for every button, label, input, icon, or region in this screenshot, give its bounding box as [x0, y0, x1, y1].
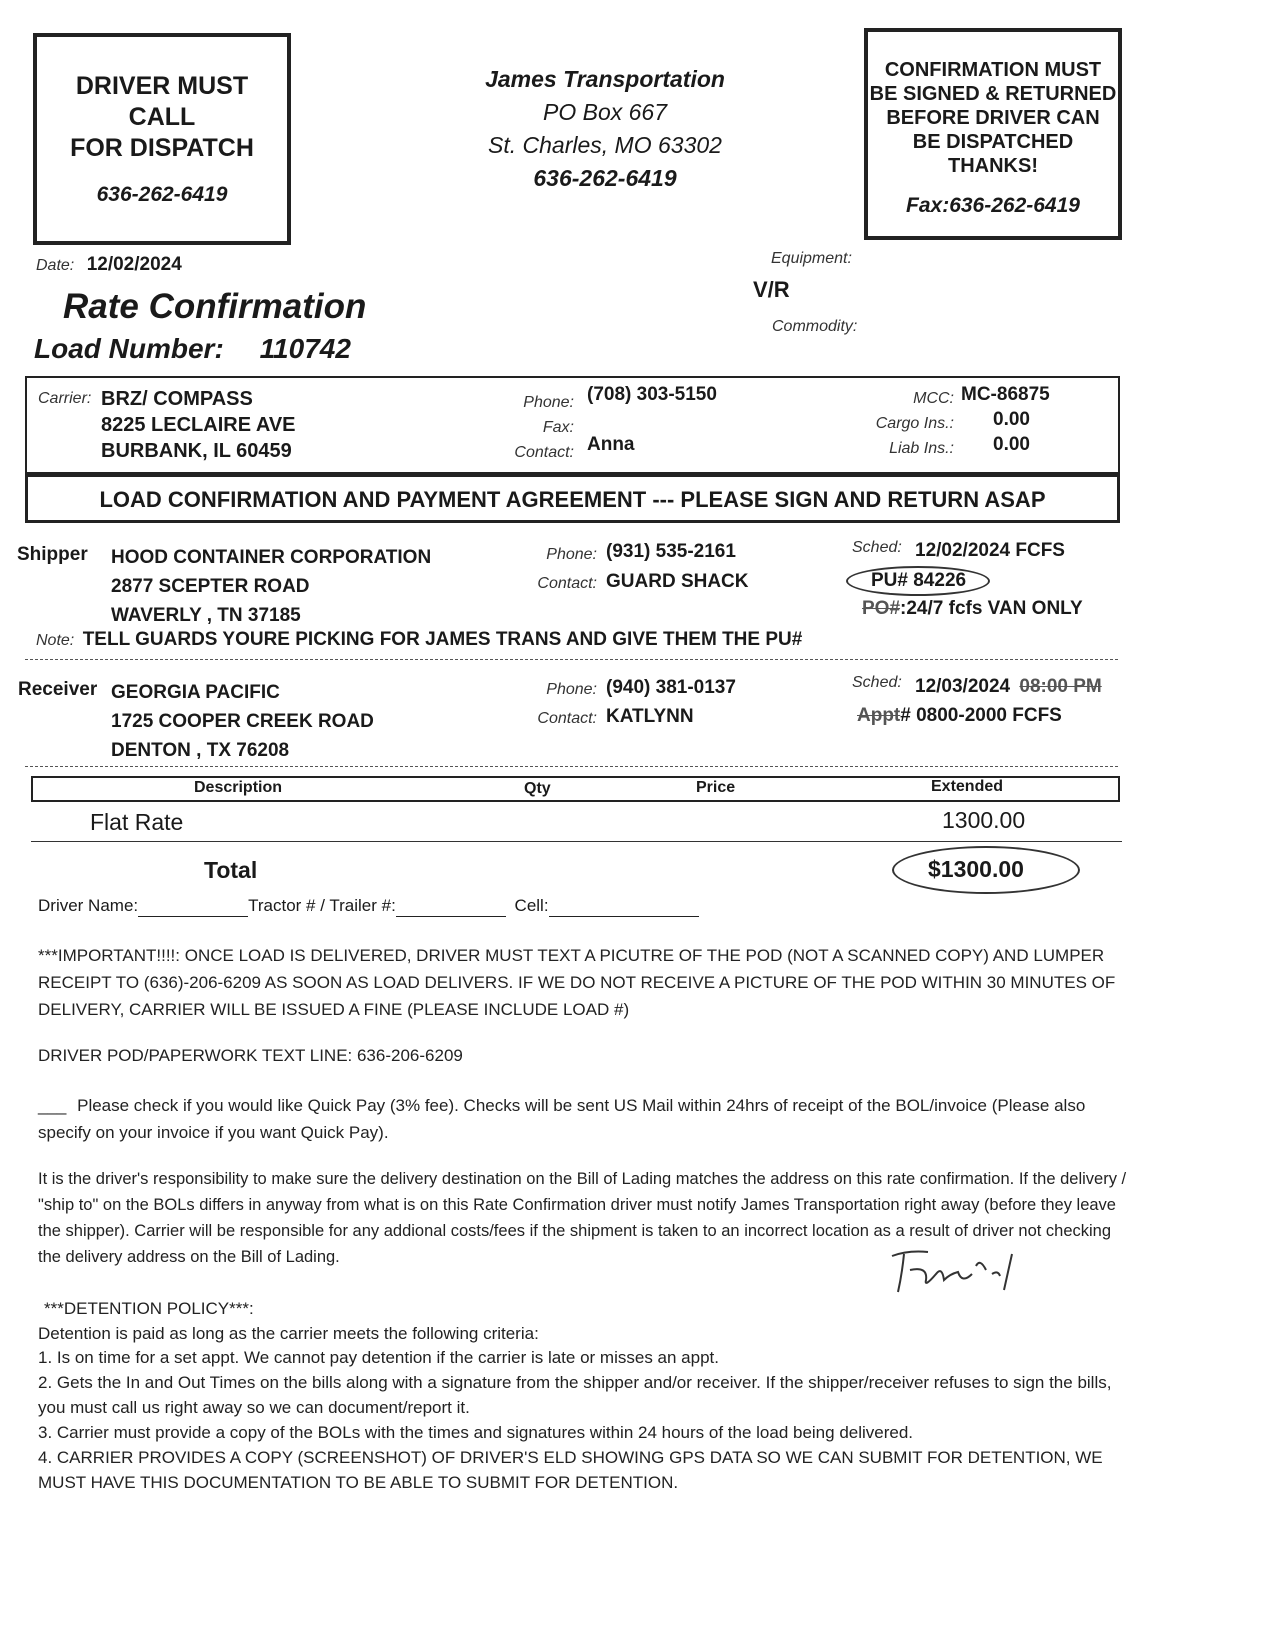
- carrier-address-1: 8225 LECLAIRE AVE: [101, 414, 296, 436]
- cargo-ins-label: Cargo Ins.:: [875, 415, 954, 432]
- shipper-phone-label: Phone:: [546, 546, 597, 563]
- load-number-value: 110742: [259, 333, 351, 364]
- receiver-sched: 12/03/2024: [915, 676, 1011, 697]
- shipper-contact: GUARD SHACK: [606, 571, 749, 592]
- quick-pay-text: Please check if you would like Quick Pay (3% fee). Checks will be sent US Mail within 24hrs of receipt of the BOL/invoice (Please also specify on your invoice if you want Quick Pay).: [38, 1096, 1086, 1142]
- company-header: [420, 63, 790, 195]
- shipper-note-label: Note:: [36, 632, 75, 649]
- notice-line-2: BE SIGNED & RETURNED: [869, 83, 1117, 105]
- shipper-appt: :24/7 fcfs VAN ONLY: [900, 598, 1083, 619]
- company-name: James Transportation: [485, 66, 725, 92]
- detention-intro: Detention is paid as long as the carrier meets the following criteria:: [38, 1324, 539, 1343]
- dispatch-line-1: DRIVER MUST: [75, 72, 249, 100]
- col-extended: Extended: [931, 778, 1004, 795]
- equipment-label: Equipment:: [771, 250, 852, 267]
- row-divider: [31, 841, 1122, 842]
- receiver-name: GEORGIA PACIFIC: [111, 682, 280, 703]
- mcc-value: MC-86875: [961, 384, 1050, 405]
- row-description: Flat Rate: [90, 809, 184, 835]
- cargo-ins-value: 0.00: [993, 409, 1030, 430]
- driver-name-label: Driver Name:: [38, 896, 139, 915]
- page-title: Rate Confirmation: [63, 287, 367, 326]
- notice-line-1: CONFIRMATION MUST: [884, 59, 1102, 81]
- driver-name-field[interactable]: [138, 896, 248, 917]
- mcc-label: MCC:: [913, 390, 954, 407]
- detention-title: ***DETENTION POLICY***:: [44, 1299, 254, 1318]
- carrier-fax-label: Fax:: [542, 419, 574, 436]
- detention-item-4: 4. CARRIER PROVIDES A COPY (SCREENSHOT) OF DRIVER'S ELD SHOWING GPS DATA SO WE CAN SUBMIT FOR DETENTION, WE MUST HAVE THIS DOCUMENTATION TO BE ABLE TO SUBMIT FOR DETENTION.: [38, 1448, 1103, 1492]
- detention-item-1: 1. Is on time for a set appt. We cannot pay detention if the carrier is late or misses an appt.: [38, 1348, 719, 1367]
- shipper-sched: 12/02/2024 FCFS: [915, 540, 1065, 561]
- receiver-sched-struck: 08:00 PM: [1019, 676, 1102, 697]
- commodity-label: Commodity:: [772, 318, 858, 335]
- dispatch-phone: 636-262-6419: [96, 183, 228, 206]
- detention-item-3: 3. Carrier must provide a copy of the BOLs with the times and signatures within 24 hours of the load being delivered.: [38, 1423, 914, 1442]
- notice-fax: Fax:636-262-6419: [906, 194, 1080, 217]
- notice-line-5: THANKS!: [948, 155, 1038, 177]
- carrier-contact: Anna: [587, 434, 635, 455]
- quick-pay-checkbox[interactable]: ___: [38, 1096, 67, 1115]
- responsibility-paragraph: It is the driver's responsibility to make sure the delivery destination on the Bill of Lading matches the address on this rate confirmation. If the delivery / "ship to" on the BOLs differs in anyway from what is on this Rate Confirmation driver must notify James Transportation right away (before they leave the shipper). Carrier will be responsible for any addional costs/fees if the shipment is taken to an incorrect location as a result of driver not checking the delivery address on the Bill of Lading.: [38, 1170, 1127, 1266]
- receiver-divider: [25, 766, 1118, 767]
- carrier-phone-label: Phone:: [523, 394, 574, 411]
- date-label: Date:: [36, 257, 75, 274]
- carrier-phone: (708) 303-5150: [587, 384, 717, 405]
- quick-pay-notice: [38, 1092, 1123, 1146]
- tractor-trailer-field[interactable]: [396, 896, 506, 917]
- receiver-label: Receiver: [18, 679, 98, 700]
- notice-line-3: BEFORE DRIVER CAN: [886, 107, 1100, 129]
- shipper-divider: [25, 659, 1118, 660]
- carrier-name: BRZ/ COMPASS: [101, 388, 253, 410]
- row-extended: 1300.00: [942, 807, 1026, 833]
- shipper-contact-label: Contact:: [537, 575, 597, 592]
- equipment-value: V/R: [753, 277, 790, 302]
- driver-info-line: [38, 896, 699, 917]
- shipper-name: HOOD CONTAINER CORPORATION: [111, 547, 432, 568]
- liab-ins-value: 0.00: [993, 434, 1030, 455]
- pu-number: PU# 84226: [871, 570, 967, 591]
- company-po-box: PO Box 667: [542, 99, 668, 125]
- company-phone: 636-262-6419: [533, 165, 677, 191]
- receiver-appt-struck: Appt: [857, 705, 901, 726]
- shipper-address-1: 2877 SCEPTER ROAD: [111, 576, 310, 597]
- important-notice: ***IMPORTANT!!!!: ONCE LOAD IS DELIVERED, DRIVER MUST TEXT A PICUTRE OF THE POD (NOT A SCANNED COPY) AND LUMPER RECEIPT TO (636)-206-6209 AS SOON AS LOAD DELIVERS. IF WE DO NOT RECEIVE A PICTURE OF THE POD WITHIN 30 MINUTES OF DELIVERY, CARRIER WILL BE ISSUED A FINE (PLEASE INCLUDE LOAD #): [38, 946, 1116, 1019]
- receiver-sched-label: Sched:: [852, 674, 902, 691]
- col-price: Price: [696, 779, 736, 796]
- confirmation-notice-box: [864, 28, 1122, 240]
- shipper-label: Shipper: [17, 544, 88, 565]
- shipper-sched-label: Sched:: [852, 539, 902, 556]
- dispatch-line-3: FOR DISPATCH: [70, 134, 254, 162]
- col-description: Description: [194, 779, 283, 796]
- shipper-phone: (931) 535-2161: [606, 541, 736, 562]
- shipper-appt-struck: PO#: [862, 598, 901, 619]
- col-qty: Qty: [524, 780, 551, 797]
- agreement-banner: LOAD CONFIRMATION AND PAYMENT AGREEMENT --- PLEASE SIGN AND RETURN ASAP: [25, 474, 1120, 523]
- liab-ins-label: Liab Ins.:: [889, 440, 954, 457]
- date-value: 12/02/2024: [86, 254, 182, 275]
- carrier-label: Carrier:: [38, 390, 92, 407]
- dispatch-line-2: CALL: [128, 103, 196, 131]
- shipper-address-2: WAVERLY , TN 37185: [111, 605, 301, 626]
- cell-label: Cell:: [514, 896, 549, 915]
- pod-text-line: DRIVER POD/PAPERWORK TEXT LINE: 636-206-6209: [38, 1046, 463, 1065]
- cell-field[interactable]: [549, 896, 699, 917]
- receiver-appt: # 0800-2000 FCFS: [900, 705, 1062, 726]
- shipper-note: TELL GUARDS YOURE PICKING FOR JAMES TRANS AND GIVE THEM THE PU#: [82, 629, 803, 650]
- tractor-trailer-label: Tractor # / Trailer #:: [248, 896, 396, 915]
- carrier-contact-label: Contact:: [514, 444, 574, 461]
- driver-dispatch-box: [33, 33, 291, 245]
- carrier-address-2: BURBANK, IL 60459: [101, 440, 292, 462]
- receiver-contact-label: Contact:: [537, 710, 597, 727]
- handwritten-signature: [888, 1244, 1038, 1304]
- detention-item-2: 2. Gets the In and Out Times on the bills along with a signature from the shipper and/or receiver. If the shipper/receiver refuses to sign the bills, you must call us right away so we can document/report it.: [38, 1373, 1112, 1417]
- receiver-phone: (940) 381-0137: [606, 677, 736, 698]
- receiver-address-1: 1725 COOPER CREEK ROAD: [111, 711, 374, 732]
- receiver-contact: KATLYNN: [606, 706, 694, 727]
- receiver-phone-label: Phone:: [546, 681, 597, 698]
- load-number-label: Load Number:: [34, 333, 224, 364]
- total-label: Total: [204, 857, 258, 883]
- company-city: St. Charles, MO 63302: [488, 132, 722, 158]
- notice-line-4: BE DISPATCHED: [912, 131, 1074, 153]
- total-value: $1300.00: [928, 856, 1024, 882]
- receiver-address-2: DENTON , TX 76208: [111, 740, 290, 761]
